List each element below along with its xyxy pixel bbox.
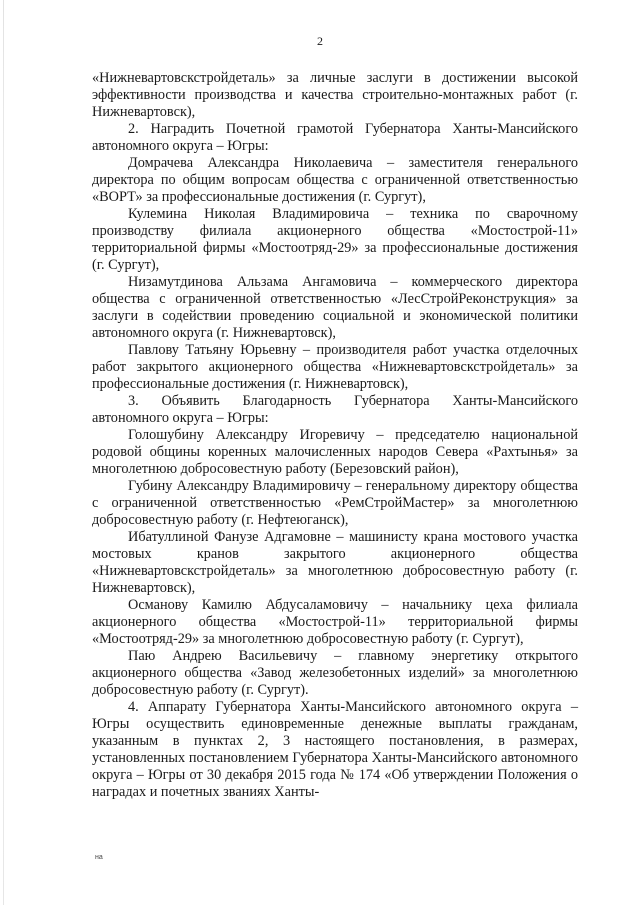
paragraph: 3. Объявить Благодарность Губернатора Ханты-Мансийского автономного округа – Югры: [92, 393, 578, 426]
paragraph: 2. Наградить Почетной грамотой Губернатора Ханты-Мансийского автономного округа – Югры: [92, 121, 578, 154]
paragraph: 4. Аппарату Губернатора Ханты-Мансийского автономного округа – Югры осуществить единовременные денежные выплаты гражданам, указанным в пунктах 2, 3 настоящего постановления, в размерах, установленных постановлением Губернатора Ханты-Мансийского автономного округа – Югры от 30 декабря 2015 года № 174 «Об утверждении Положения о наградах и почетных званиях Ханты- [92, 699, 578, 800]
paragraph: Ибатуллиной Фанузе Адгамовне – машинисту крана мостового участка мостовых кранов закрытого акционерного общества «Нижневартовскстройдеталь» за многолетнюю добросовестную работу (г. Нижневартовск), [92, 529, 578, 596]
paragraph: Кулемина Николая Владимировича – техника по сварочному производству филиала акционерного общества «Мостострой-11» территориальной фирмы «Мостоотряд-29» за профессиональные достижения (г. Сургут), [92, 206, 578, 273]
paragraph: Домрачева Александра Николаевича – заместителя генерального директора по общим вопросам общества с ограниченной ответственностью «ВОРТ» за профессиональные достижения (г. Сургут), [92, 155, 578, 205]
paragraph: «Нижневартовскстройдеталь» за личные заслуги в достижении высокой эффективности производства и качества строительно-монтажных работ (г. Нижневартовск), [92, 70, 578, 120]
paragraph: Паю Андрею Васильевичу – главному энергетику открытого акционерного общества «Завод железобетонных изделий» за многолетнюю добросовестную работу (г. Сургут). [92, 648, 578, 698]
paragraph: Павлову Татьяну Юрьевну – производителя работ участка отделочных работ закрытого акционерного общества «Нижневартовскстройдеталь» за профессиональные достижения (г. Нижневартовск), [92, 342, 578, 392]
scan-edge-shadow [3, 0, 4, 905]
paragraph: Губину Александру Владимировичу – генеральному директору общества с ограниченной ответственностью «РемСтройМастер» за многолетнюю добросовестную работу (г. Нефтеюганск), [92, 478, 578, 528]
paragraph: Османову Камилю Абдусаламовичу – начальнику цеха филиала акционерного общества «Мостострой-11» территориальной фирмы «Мостоотряд-29» за многолетнюю добросовестную работу (г. Сургут), [92, 597, 578, 647]
footer-mark: на [95, 854, 103, 861]
page-number: 2 [317, 34, 323, 48]
paragraph: Низамутдинова Альзама Ангамовича – коммерческого директора общества с ограниченной ответственностью «ЛесСтройРеконструкция» за заслуги в содействии проведению социальной и экономической политики автономного округа (г. Нижневартовск), [92, 274, 578, 341]
paragraph: Голошубину Александру Игоревичу – председателю национальной родовой общины коренных малочисленных народов Севера «Рахтынья» за многолетнюю добросовестную работу (Березовский район), [92, 427, 578, 477]
document-body [92, 70, 578, 801]
